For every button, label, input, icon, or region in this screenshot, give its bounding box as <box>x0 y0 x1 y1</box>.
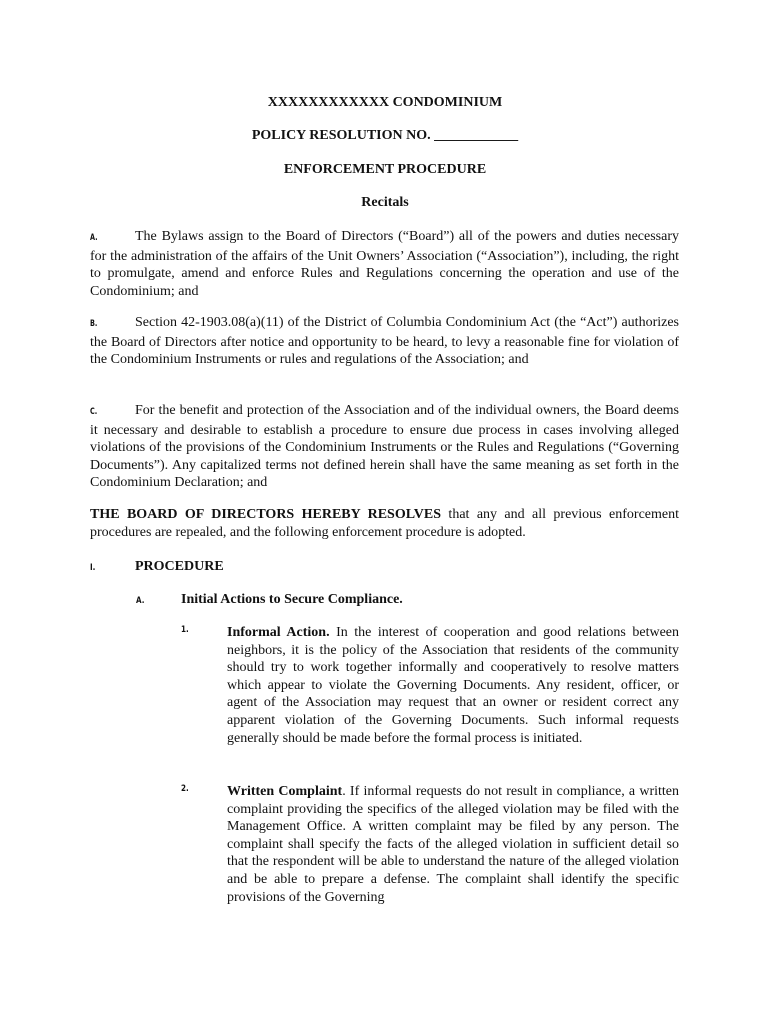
recital-b <box>90 314 679 369</box>
resolves-text: that any and all previous enforcement procedures are repealed, and the following enforcement procedure is adopted. <box>90 507 679 540</box>
section-a-title: Initial Actions to Secure Compliance. <box>181 592 403 607</box>
recital-b-text: Section 42-1903.08(a)(11) of the District of Columbia Condominium Act (the “Act”) authorizes the Board of Directors after notice and opportunity to be heard, to levy a reasonable fine for violation of the Condominium Instruments or rules and regulations of the Association; and <box>90 315 679 368</box>
recital-c <box>90 402 679 492</box>
item-1-text: In the interest of cooperation and good relations between neighbors, it is the policy of the Association that residents of the community should try to work together informally and cooperatively to resolve matters which appear to violate the Governing Documents. Any resident, officer, or agent of the Association may request that an owner or resident correct any apparent violation of the Governing Documents. Such informal requests generally should be made before the formal process is initiated. <box>227 625 679 746</box>
section-1-title: PROCEDURE <box>135 559 224 574</box>
document-subject: ENFORCEMENT PROCEDURE <box>283 162 487 177</box>
item-1-title: Informal Action. <box>227 625 330 640</box>
item-1 <box>227 624 679 747</box>
recital-a-tag: A. <box>90 233 98 243</box>
item-2-text: . If informal requests do not result in compliance, a written complaint providing the specifics of the alleged violation may be filed with the Management Office. A written complaint may be filed by any person. The complaint shall specify the facts of the alleged violation in sufficient detail so that the respondent will be able to understand the nature of the alleged violation and be able to prepare a defense. The complaint shall identify the specific provisions of the Governing <box>227 784 680 905</box>
section-1-tag: I. <box>90 563 96 573</box>
item-2-title: Written Complaint <box>227 784 343 799</box>
item-1-tag: 1. <box>181 625 189 635</box>
resolution-number: POLICY RESOLUTION NO. ____________ <box>251 128 519 143</box>
recital-a <box>90 228 679 300</box>
item-2 <box>227 783 679 906</box>
resolves-paragraph <box>90 506 679 541</box>
recitals-heading: Recitals <box>361 195 409 210</box>
section-a-tag: A. <box>136 596 145 606</box>
condo-name-title: XXXXXXXXXXXX CONDOMINIUM <box>267 95 503 110</box>
recital-a-text: The Bylaws assign to the Board of Directors (“Board”) all of the powers and duties necessary for the administration of the affairs of the Unit Owners’ Association (“Association”), including, the right to promulgate, amend and enforce Rules and Regulations concerning the operation and use of the Condominium; and <box>90 229 679 299</box>
resolves-bold: THE BOARD OF DIRECTORS HEREBY RESOLVES <box>90 507 442 522</box>
recital-c-text: For the benefit and protection of the Association and of the individual owners, the Board deems it necessary and desirable to establish a procedure to ensure due process in cases involving alleged violations of the provisions of the Condominium Instruments or the Rules and Regulations (“Governing Documents”). Any capitalized terms not defined herein shall have the same meaning as set forth in the Condominium Declaration; and <box>90 403 679 491</box>
item-2-tag: 2. <box>181 784 189 794</box>
recital-c-tag: C. <box>90 407 98 417</box>
recital-b-tag: B. <box>90 319 98 329</box>
section-1-heading <box>90 558 224 577</box>
section-a-heading <box>136 591 403 610</box>
